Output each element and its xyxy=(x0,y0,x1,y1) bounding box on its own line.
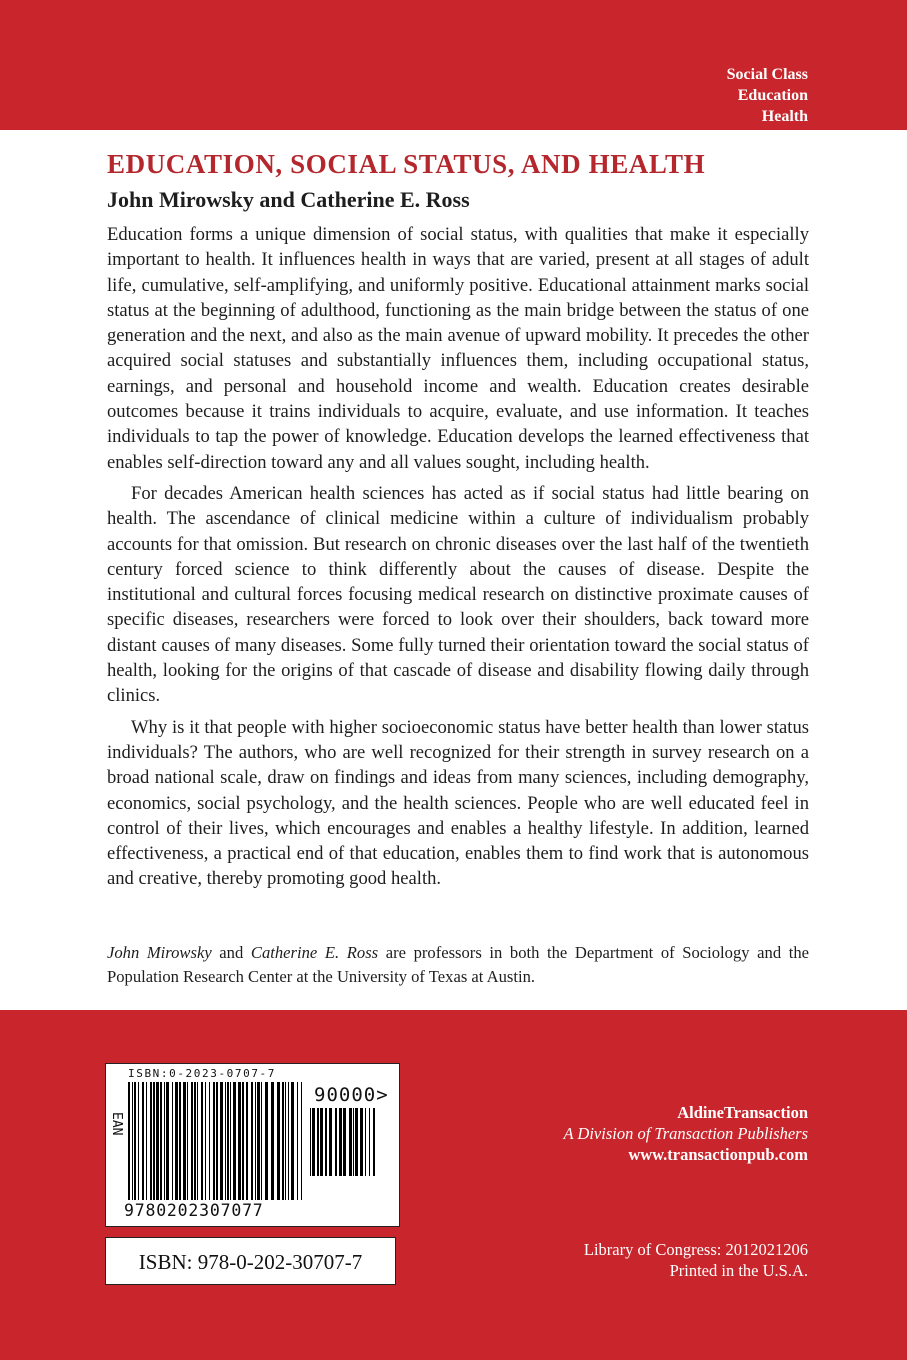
description-paragraph-1: Education forms a unique dimension of social status, with qualities that make it especially important to health. It influences health in ways that are varied, present at all stages of adult life, cumulative, self-amplifying, and uniformly positive. Educational attainment marks social status at the beginning of adulthood, functioning as the main bridge between the status of one generation and the next, and also as the main avenue of upward mobility. It precedes the other acquired social statuses and substantially influences them, including occupational status, earnings, and personal and household income and wealth. Education creates desirable outcomes because it trains individuals to acquire, evaluate, and use information. It teaches individuals to tap the power of knowledge. Education develops the learned effectiveness that enables self-direction toward any and all values sought, including health. xyxy=(107,224,809,473)
barcode-bar xyxy=(329,1108,332,1176)
bio-author-2: Catherine E. Ross xyxy=(250,943,379,962)
book-title: EDUCATION, SOCIAL STATUS, AND HEALTH xyxy=(107,149,706,179)
barcode-bar xyxy=(230,1082,231,1200)
barcode-bar xyxy=(213,1082,215,1200)
barcode-bar xyxy=(225,1082,226,1200)
category-social-class: Social Class xyxy=(726,66,808,83)
barcode-isbn-top: ISBN:0-2023-0707-7 xyxy=(128,1067,277,1080)
barcode-bar xyxy=(194,1082,196,1200)
book-description xyxy=(107,222,809,898)
barcode-bar xyxy=(138,1082,139,1200)
barcode-bar xyxy=(191,1082,193,1200)
barcode-bar xyxy=(343,1108,346,1176)
barcode-bar xyxy=(172,1082,173,1200)
barcode-bar xyxy=(216,1082,218,1200)
barcode-bar xyxy=(153,1082,155,1200)
barcode-bar xyxy=(160,1082,162,1200)
barcode-bar xyxy=(175,1082,178,1200)
barcode-bar xyxy=(373,1108,375,1176)
barcode-ean-label: EAN xyxy=(109,1112,124,1136)
barcode-price-code: 90000> xyxy=(314,1084,389,1106)
barcode-bar xyxy=(317,1108,319,1176)
library-of-congress: Library of Congress: 2012021206 xyxy=(583,1240,808,1259)
top-red-band xyxy=(0,0,907,130)
description-paragraph-3: Why is it that people with higher socioeconomic status have better health than lower status individuals? The authors, who are well recognized for their strength in survey research on a broad national scale, draw on findings and ideas from many sciences, including demography, economics, social psychology, and the health sciences. People who are well educated feel in control of their lives, which encourages and enables a healthy lifestyle. In addition, learned effectiveness, a practical end of that education, enables them to find work that is autonomous and creative, thereby promoting good health. xyxy=(107,716,809,890)
library-block xyxy=(584,1239,808,1281)
barcode-bar xyxy=(282,1082,284,1200)
barcode-bar xyxy=(132,1082,133,1200)
publisher-block xyxy=(564,1102,808,1165)
bio-author-1: John Mirowsky xyxy=(107,943,212,962)
barcode-bar xyxy=(265,1082,268,1200)
barcode-bar xyxy=(164,1082,165,1200)
barcode-bar xyxy=(246,1082,248,1200)
barcode-bar xyxy=(271,1082,274,1200)
description-paragraph-2: For decades American health sciences has acted as if social status had little bearing on health. The ascendance of clinical medicine within a culture of individualism probably accounts for that omission. But research on chronic diseases over the last half of the twentieth century forced science to think differently about the causes of disease. Despite the institutional and cultural forces focusing medical research on distinctive proximate causes of specific diseases, researchers were forced to look over their shoulders, back toward more distant causes of many diseases. Some fully turned their orientation toward the social status of health, looking for the origins of that cascade of disease and disability flowing daily through clinics. xyxy=(107,482,809,707)
barcode-bar xyxy=(179,1082,181,1200)
barcode-bar xyxy=(187,1082,188,1200)
barcode-bar xyxy=(255,1082,256,1200)
barcode-bar xyxy=(227,1082,229,1200)
barcode-bar xyxy=(251,1082,253,1200)
barcode-bar xyxy=(353,1108,354,1176)
publisher-url: www.transactionpub.com xyxy=(628,1145,808,1164)
barcode-bar xyxy=(360,1108,363,1176)
barcode-bar xyxy=(146,1082,147,1200)
barcode-bar xyxy=(233,1082,236,1200)
barcode-bar xyxy=(355,1108,358,1176)
barcode-bar xyxy=(201,1082,203,1200)
subject-categories xyxy=(727,64,808,127)
publisher-division: A Division of Transaction Publishers xyxy=(563,1124,808,1143)
barcode-price-bars xyxy=(310,1108,380,1178)
barcode-bar xyxy=(156,1082,159,1200)
barcode-bar xyxy=(205,1082,206,1200)
barcode-bar xyxy=(297,1082,298,1200)
isbn-label: ISBN: 978-0-202-30707-7 xyxy=(105,1237,396,1285)
barcode-bar xyxy=(325,1108,327,1176)
barcode-bar xyxy=(310,1108,311,1176)
barcode-bar xyxy=(312,1108,315,1176)
barcode-bar xyxy=(365,1108,366,1176)
barcode-bar xyxy=(301,1082,302,1200)
book-authors: John Mirowsky and Catherine E. Ross xyxy=(107,187,470,212)
barcode-bar xyxy=(369,1108,370,1176)
barcode-bar xyxy=(166,1082,169,1200)
barcode-bar xyxy=(209,1082,210,1200)
barcode-bar xyxy=(238,1082,241,1200)
barcode-bar xyxy=(288,1082,289,1200)
barcode-bar xyxy=(220,1082,223,1200)
barcode-bar xyxy=(197,1082,198,1200)
barcode-bar xyxy=(320,1108,323,1176)
bio-text: are professors in both the Department of Sociology and the Population Research Center at the University of Texas at Austin. xyxy=(107,943,810,986)
barcode-bar xyxy=(277,1082,280,1200)
barcode-bar xyxy=(285,1082,286,1200)
barcode-bar xyxy=(134,1082,136,1200)
author-bio xyxy=(107,941,809,988)
barcode-bar xyxy=(183,1082,186,1200)
barcode-bar xyxy=(291,1082,294,1200)
barcode-bars xyxy=(128,1082,308,1202)
barcode-box xyxy=(105,1063,400,1227)
category-education: Education xyxy=(737,87,808,104)
barcode-bar xyxy=(349,1108,352,1176)
printed-in: Printed in the U.S.A. xyxy=(669,1261,808,1280)
barcode-bar xyxy=(261,1082,262,1200)
barcode-bar xyxy=(257,1082,260,1200)
bio-and: and xyxy=(211,943,251,962)
barcode-number: 9780202307077 xyxy=(124,1201,264,1220)
barcode-bar xyxy=(339,1108,342,1176)
publisher-name: AldineTransaction xyxy=(677,1103,808,1122)
barcode-bar xyxy=(335,1108,337,1176)
barcode-bar xyxy=(242,1082,244,1200)
barcode-bar xyxy=(142,1082,144,1200)
category-health: Health xyxy=(761,108,808,125)
barcode-bar xyxy=(150,1082,152,1200)
barcode-bar xyxy=(128,1082,130,1200)
